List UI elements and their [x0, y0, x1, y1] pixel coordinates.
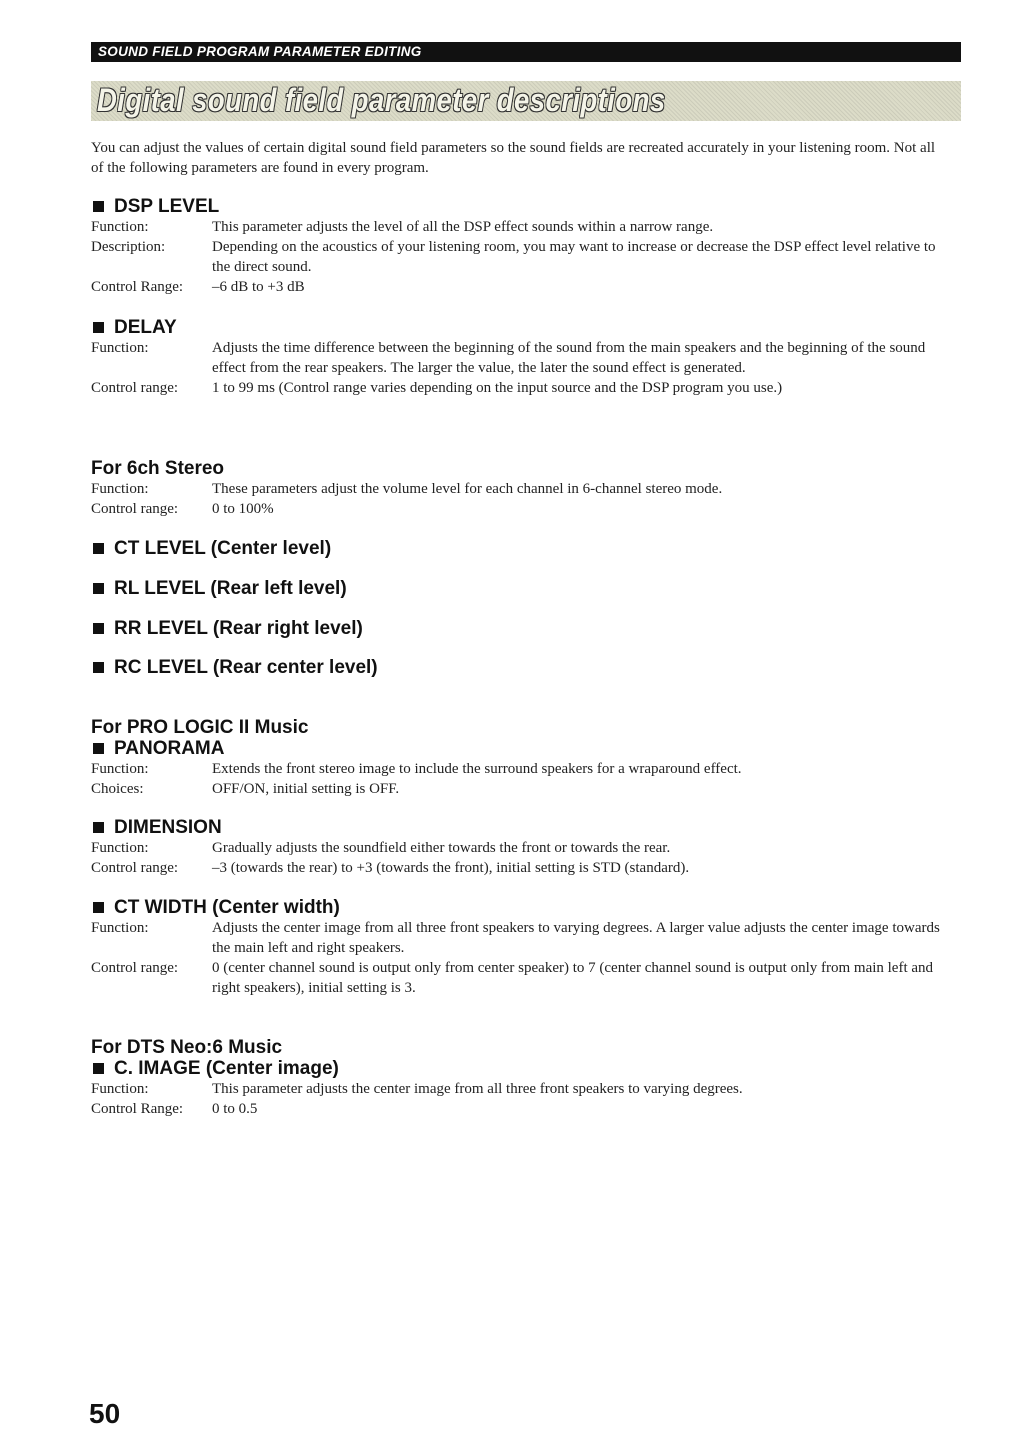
- param-value: These parameters adjust the volume level for each channel in 6-channel stereo mode.: [212, 481, 723, 497]
- param-row: [91, 1099, 961, 1119]
- param-value: –6 dB to +3 dB: [212, 279, 305, 295]
- param-row: [91, 277, 961, 297]
- param-label: Control Range:: [91, 1101, 184, 1117]
- level-heading-rc: RC LEVEL (Rear center level): [91, 657, 961, 678]
- param-label: Control Range:: [91, 279, 184, 295]
- param-value: OFF/ON, initial setting is OFF.: [212, 781, 400, 797]
- param-label: Control range:: [91, 380, 179, 396]
- param-label: Description:: [91, 239, 166, 255]
- param-row: [91, 338, 961, 378]
- section-header-title: SOUND FIELD PROGRAM PARAMETER EDITING: [98, 44, 422, 59]
- dimension-section: [91, 817, 961, 878]
- square-bullet-icon: [93, 902, 104, 913]
- square-bullet-icon: [93, 662, 104, 673]
- param-row: [91, 1079, 961, 1099]
- param-value: 1 to 99 ms (Control range varies depending on the input source and the DSP program you use.): [212, 380, 783, 396]
- square-bullet-icon: [93, 743, 104, 754]
- pl2-heading: For PRO LOGIC II Music: [91, 717, 309, 738]
- delay-heading: DELAY: [91, 317, 961, 338]
- pl2-section: [91, 717, 961, 799]
- level-heading-rr: RR LEVEL (Rear right level): [91, 618, 961, 639]
- param-label: Function:: [91, 1081, 149, 1097]
- param-label: Function:: [91, 840, 149, 856]
- param-value: Adjusts the time difference between the beginning of the sound from the main speakers and the beginning of the sound effect from the rear speakers. The larger the value, the later the sound effect is generated.: [212, 340, 926, 376]
- square-bullet-icon: [93, 201, 104, 212]
- page-number: 50: [89, 1398, 121, 1429]
- param-label: Function:: [91, 219, 149, 235]
- square-bullet-icon: [93, 623, 104, 634]
- section-header-bar: [91, 42, 961, 62]
- param-row: [91, 918, 961, 958]
- square-bullet-icon: [93, 322, 104, 333]
- param-value: 0 to 0.5: [212, 1101, 258, 1117]
- param-value: This parameter adjusts the center image from all three front speakers to varying degrees.: [212, 1081, 743, 1097]
- param-value: –3 (towards the rear) to +3 (towards the front), initial setting is STD (standard).: [212, 860, 690, 876]
- param-row: [91, 499, 961, 519]
- param-row: [91, 958, 961, 998]
- page-title-band: [91, 81, 961, 121]
- param-label: Control range:: [91, 501, 179, 517]
- param-label: Function:: [91, 920, 149, 936]
- param-label: Control range:: [91, 960, 179, 976]
- param-row: [91, 779, 961, 799]
- intro-paragraph: You can adjust the values of certain digital sound field parameters so the sound fields are recreated accurately in your listening room. Not all of the following parameters are found in every program.: [91, 140, 936, 176]
- dimension-heading: DIMENSION: [91, 817, 961, 838]
- param-value: This parameter adjusts the level of all the DSP effect sounds within a narrow range.: [212, 219, 714, 235]
- neo6-heading: For DTS Neo:6 Music: [91, 1037, 283, 1058]
- param-row: [91, 858, 961, 878]
- neo6-section: [91, 1037, 961, 1119]
- dsp-level-heading: DSP LEVEL: [91, 196, 961, 217]
- param-label: Choices:: [91, 781, 144, 797]
- c-image-heading: C. IMAGE (Center image): [91, 1058, 961, 1079]
- param-row: [91, 759, 961, 779]
- param-row: [91, 378, 961, 398]
- ct-width-heading: CT WIDTH (Center width): [91, 897, 961, 918]
- param-label: Function:: [91, 481, 149, 497]
- param-row: [91, 237, 961, 277]
- param-value: 0 (center channel sound is output only from center speaker) to 7 (center channel sound is output only from main left and right speakers), initial setting is 3.: [212, 960, 934, 996]
- param-label: Function:: [91, 340, 149, 356]
- square-bullet-icon: [93, 583, 104, 594]
- param-label: Control range:: [91, 860, 179, 876]
- page-title: Digital sound field parameter descriptions: [97, 82, 666, 118]
- param-value: Adjusts the center image from all three front speakers to varying degrees. A larger value adjusts the center image towards the main left and right speakers.: [212, 920, 940, 956]
- square-bullet-icon: [93, 1063, 104, 1074]
- param-value: 0 to 100%: [212, 501, 274, 517]
- param-label: Function:: [91, 761, 149, 777]
- param-value: Depending on the acoustics of your listening room, you may want to increase or decrease the DSP effect level relative to the direct sound.: [212, 239, 936, 275]
- square-bullet-icon: [93, 543, 104, 554]
- ct-width-section: [91, 897, 961, 998]
- param-row: [91, 479, 961, 499]
- square-bullet-icon: [93, 822, 104, 833]
- six-ch-stereo-section: [91, 458, 961, 519]
- param-row: [91, 217, 961, 237]
- delay-section: [91, 317, 961, 398]
- param-value: Gradually adjusts the soundfield either towards the front or towards the rear.: [212, 840, 671, 856]
- level-heading-rl: RL LEVEL (Rear left level): [91, 578, 961, 599]
- panorama-heading: PANORAMA: [91, 738, 961, 759]
- six-ch-heading: For 6ch Stereo: [91, 458, 225, 479]
- param-row: [91, 838, 961, 858]
- param-value: Extends the front stereo image to include the surround speakers for a wraparound effect.: [212, 761, 742, 777]
- dsp-level-section: [91, 196, 961, 297]
- level-heading-ct: CT LEVEL (Center level): [91, 538, 961, 559]
